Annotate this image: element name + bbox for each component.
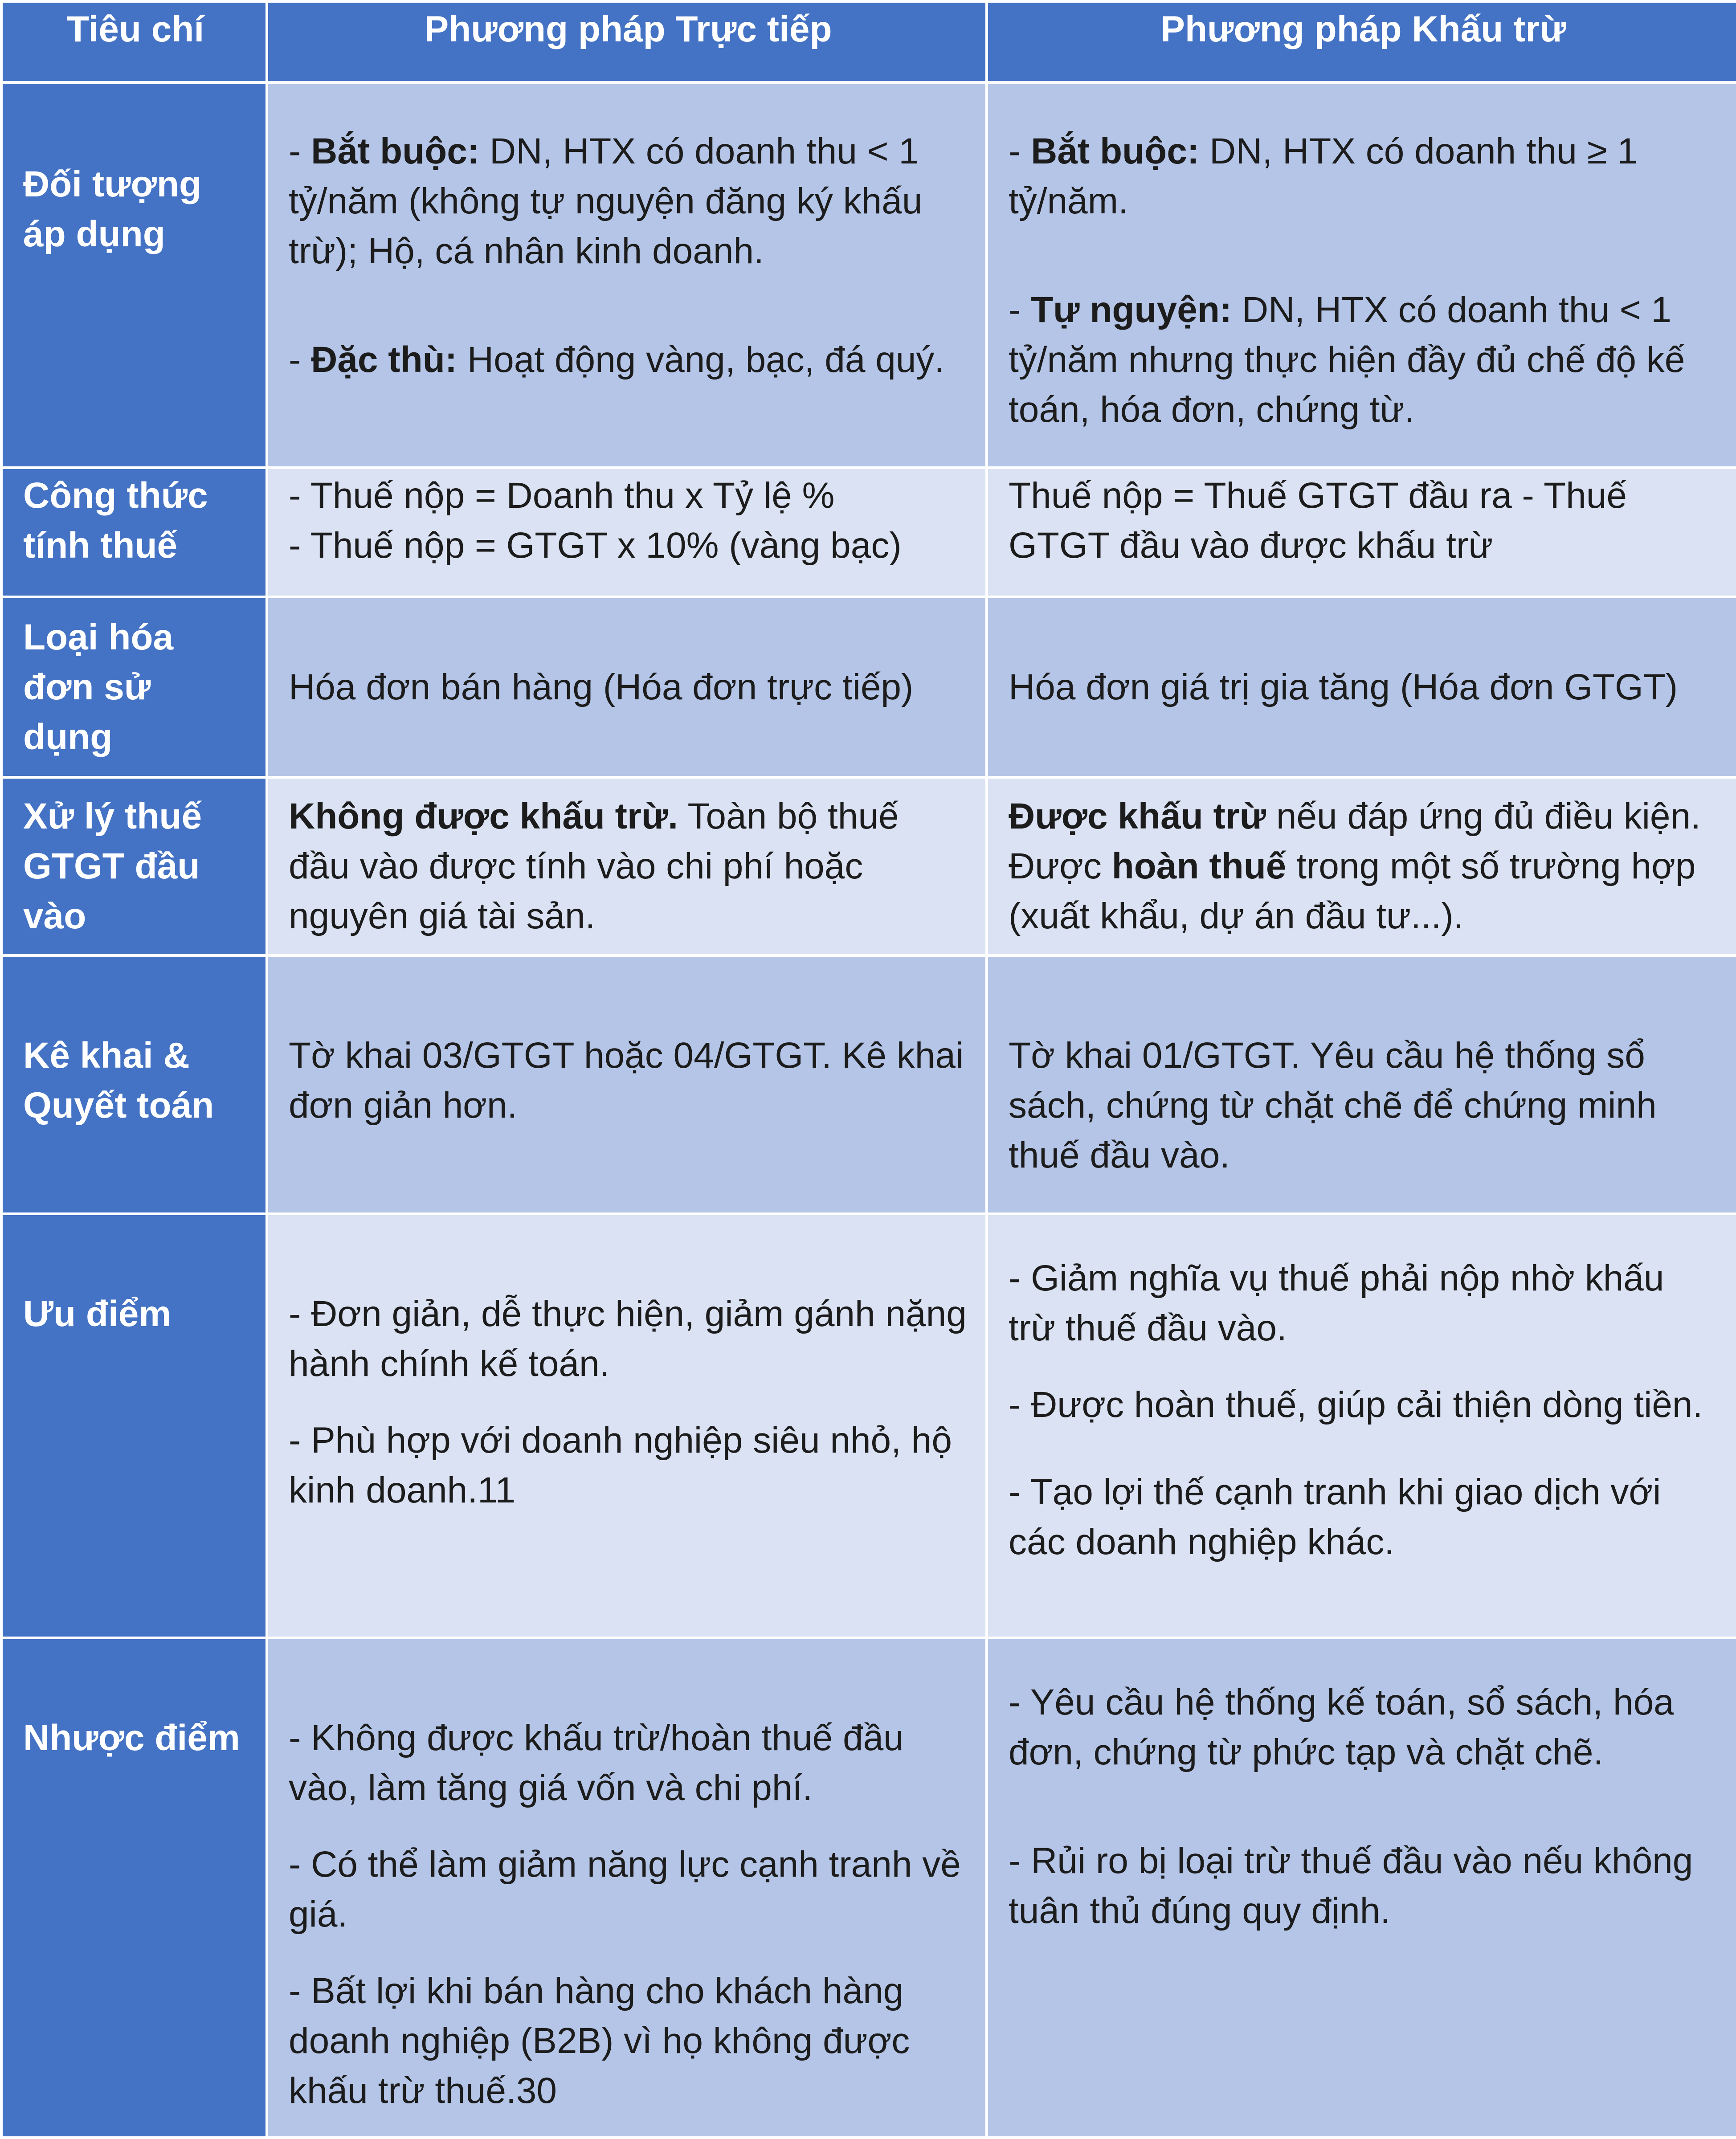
cell-direct-advantages xyxy=(267,1214,987,1638)
row-label-invoice-type: Loại hóa đơn sử dụng xyxy=(1,597,267,777)
header-criteria: Tiêu chí xyxy=(1,1,267,82)
cell-direct-disadvantages xyxy=(267,1638,987,2138)
row-label-disadvantages: Nhược điểm xyxy=(1,1638,267,2138)
cell-direct-input-vat: Không được khấu trừ. Toàn bộ thuế đầu vào được tính vào chi phí hoặc nguyên giá tài sản. xyxy=(267,777,987,955)
cell-direct-subjects xyxy=(267,82,987,468)
row-input-vat-handling xyxy=(1,777,1736,955)
row-advantages xyxy=(1,1214,1736,1638)
deduction-subjects-mandatory: - Bắt buộc: DN, HTX có doanh thu ≥ 1 tỷ/năm. xyxy=(1009,131,1638,221)
direct-formula-line-2: - Thuế nộp = GTGT x 10% (vàng bạc) xyxy=(289,525,902,566)
row-disadvantages xyxy=(1,1638,1736,2138)
cell-deduction-declaration: Tờ khai 01/GTGT. Yêu cầu hệ thống sổ sách, chứng từ chặt chẽ để chứng minh thuế đầu vào. xyxy=(987,955,1736,1214)
row-label-declaration: Kê khai & Quyết toán xyxy=(1,955,267,1214)
row-applicable-subjects xyxy=(1,82,1736,468)
deduction-advantage-3: - Tạo lợi thế cạnh tranh khi giao dịch với các doanh nghiệp khác. xyxy=(1009,1472,1661,1562)
direct-formula-line-1: - Thuế nộp = Doanh thu x Tỷ lệ % xyxy=(289,475,835,516)
row-label-applicable-subjects: Đối tượng áp dụng xyxy=(1,82,267,468)
cell-direct-invoice: Hóa đơn bán hàng (Hóa đơn trực tiếp) xyxy=(267,597,987,777)
deduction-subjects-voluntary: - Tự nguyện: DN, HTX có doanh thu < 1 tỷ/năm nhưng thực hiện đầy đủ chế độ kế toán, hóa đơn, chứng từ. xyxy=(1009,290,1685,430)
direct-advantage-2: - Phù hợp với doanh nghiệp siêu nhỏ, hộ kinh doanh.11 xyxy=(289,1420,952,1510)
direct-disadvantage-3: - Bất lợi khi bán hàng cho khách hàng doanh nghiệp (B2B) vì họ không được khấu trừ thuế.30 xyxy=(289,1971,910,2111)
row-declaration xyxy=(1,955,1736,1214)
row-tax-formula xyxy=(1,468,1736,597)
row-invoice-type xyxy=(1,597,1736,777)
direct-disadvantage-1: - Không được khấu trừ/hoàn thuế đầu vào, làm tăng giá vốn và chi phí. xyxy=(289,1718,904,1808)
header-row xyxy=(1,1,1736,82)
deduction-disadvantage-1: - Yêu cầu hệ thống kế toán, sổ sách, hóa đơn, chứng từ phức tạp và chặt chẽ. xyxy=(1009,1682,1674,1772)
cell-deduction-formula: Thuế nộp = Thuế GTGT đầu ra - Thuế GTGT đầu vào được khấu trừ xyxy=(987,468,1736,597)
direct-disadvantage-2: - Có thể làm giảm năng lực cạnh tranh về giá. xyxy=(289,1844,961,1935)
cell-deduction-input-vat: Được khấu trừ nếu đáp ứng đủ điều kiện. Được hoàn thuế trong một số trường hợp (xuất khẩu, dự án đầu tư...). xyxy=(987,777,1736,955)
direct-advantage-1: - Đơn giản, dễ thực hiện, giảm gánh nặng hành chính kế toán. xyxy=(289,1294,967,1384)
cell-direct-declaration: Tờ khai 03/GTGT hoặc 04/GTGT. Kê khai đơn giản hơn. xyxy=(267,955,987,1214)
deduction-advantage-2: - Được hoàn thuế, giúp cải thiện dòng tiền. xyxy=(1009,1384,1703,1425)
header-deduction-method: Phương pháp Khấu trừ xyxy=(987,1,1736,82)
deduction-disadvantage-2: - Rủi ro bị loại trừ thuế đầu vào nếu không tuân thủ đúng quy định. xyxy=(1009,1841,1693,1931)
cell-direct-formula xyxy=(267,468,987,597)
cell-deduction-advantages xyxy=(987,1214,1736,1638)
direct-subjects-mandatory: - Bắt buộc: DN, HTX có doanh thu < 1 tỷ/năm (không tự nguyện đăng ký khấu trừ); Hộ, cá nhân kinh doanh. xyxy=(289,131,923,271)
direct-subjects-special: - Đặc thù: Hoạt động vàng, bạc, đá quý. xyxy=(289,339,945,380)
row-label-advantages: Ưu điểm xyxy=(1,1214,267,1638)
deduction-advantage-1: - Giảm nghĩa vụ thuế phải nộp nhờ khấu trừ thuế đầu vào. xyxy=(1009,1258,1664,1348)
cell-deduction-invoice: Hóa đơn giá trị gia tăng (Hóa đơn GTGT) xyxy=(987,597,1736,777)
cell-deduction-disadvantages xyxy=(987,1638,1736,2138)
header-direct-method: Phương pháp Trực tiếp xyxy=(267,1,987,82)
row-label-input-vat: Xử lý thuế GTGT đầu vào xyxy=(1,777,267,955)
cell-deduction-subjects xyxy=(987,82,1736,468)
row-label-tax-formula: Công thức tính thuế xyxy=(1,468,267,597)
